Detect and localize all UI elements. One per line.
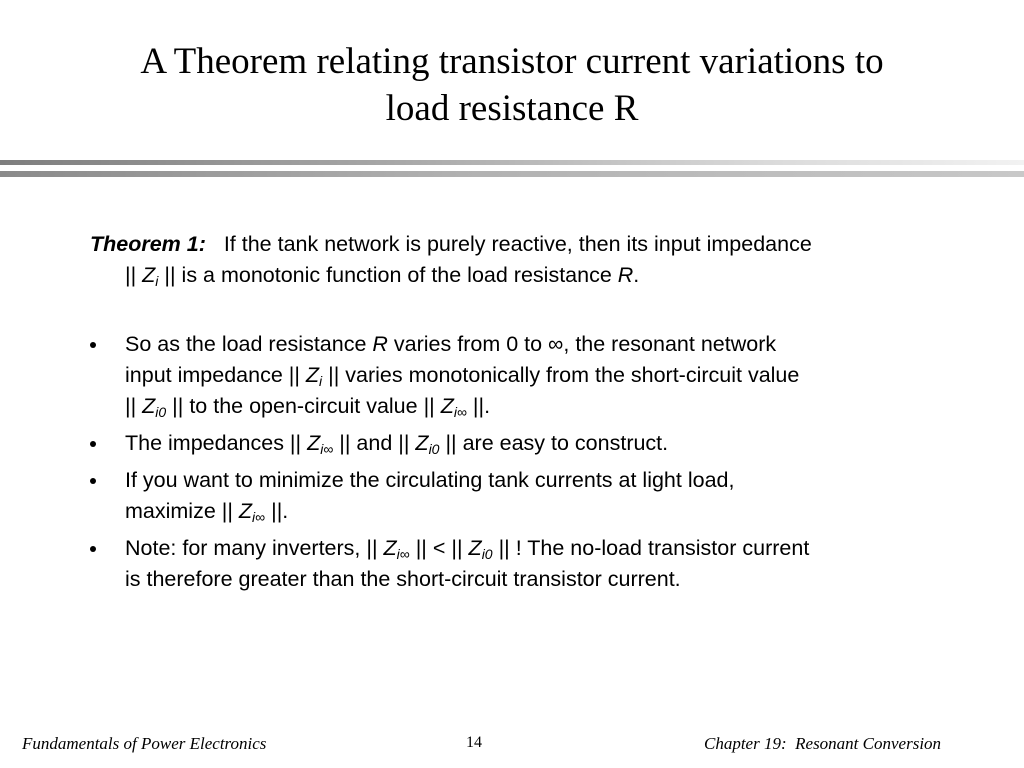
title-line-1: A Theorem relating transistor current variations to [140,41,884,82]
theorem-line-1 [90,232,812,256]
theorem-text-a: If the tank network is purely reactive, then its input impedance [223,232,812,256]
bullet-dot [90,441,96,447]
title-divider-lower [0,171,1024,177]
r-symbol: R [617,263,634,287]
slide-title [60,38,964,132]
footer-chapter: Chapter 19: Resonant Conversion [704,734,942,753]
bullet-item: Note: for many inverters, || $Z_{i\infty}$ || < || $Z_{i0}$ || ! The no-load transistor current is therefore greater than the short-circuit transistor current. [90,533,970,595]
bullet-list [90,329,970,595]
bullet-item: The impedances || $Z_{i\infty}$ || and || $Z_{i0}$ || are easy to construct. [90,428,970,459]
title-divider-upper [0,160,1024,165]
theorem-label: Theorem 1: [90,232,206,256]
theorem-statement [90,229,970,291]
bullet-dot [90,546,96,552]
bullet-dot [90,342,96,348]
bullet-item: So as the load resistance R varies from 0 to ∞, the resonant network input impedance || $Z_i$ || varies monotonically from the short-circuit value || $Z_{i0}$ || to the open-circuit value || $Z_{i\infty}$ ||. [90,329,970,422]
title-line-2: load resistance R [385,88,639,129]
page-number: 14 [466,734,482,751]
bullet-item: If you want to minimize the circulating tank currents at light load, maximize || $Z_{i\infty}$ ||. [90,465,970,527]
theorem-line-2: || $Z_i$ || is a monotonic function of the load resistance R. [125,263,640,289]
bullet-dot [90,478,96,484]
footer-book-title: Fundamentals of Power Electronics [22,734,267,753]
z-symbol: Z [142,263,156,287]
